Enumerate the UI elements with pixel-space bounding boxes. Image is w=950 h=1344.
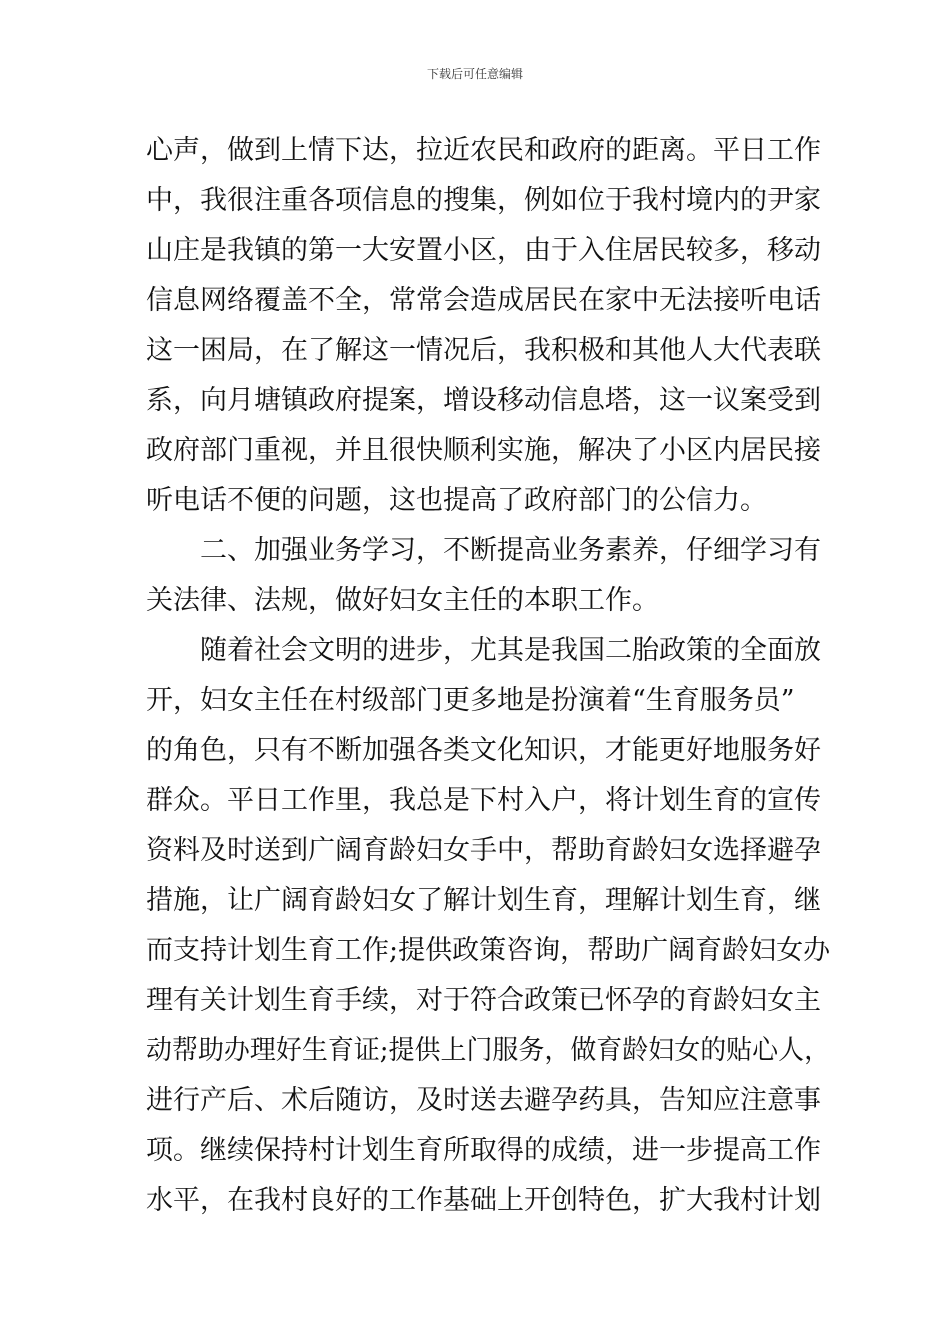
body-line [0,181,950,221]
body-line [0,481,950,521]
body-line-text: 随着社会文明的进步，尤其是我国二胎政策的全面放 [200,635,821,666]
body-line [0,281,950,321]
body-line-text: 这一困局，在了解这一情况后，我积极和其他人大代表联 [146,335,821,366]
body-line-text: 的角色，只有不断加强各类文化知识，才能更好地服务好 [146,735,821,766]
body-line-text: 措施，让广阔育龄妇女了解计划生育，理解计划生育，继 [146,885,821,916]
body-line-text: 政府部门重视，并且很快顺利实施，解决了小区内居民接 [146,435,821,466]
body-line [0,631,950,671]
body-line [0,1181,950,1221]
body-line-text: 山庄是我镇的第一大安置小区，由于入住居民较多，移动 [146,235,821,266]
body-line [0,581,950,621]
body-line [0,1031,950,1071]
body-line [0,431,950,471]
body-line-text: 心声，做到上情下达，拉近农民和政府的距离。平日工作 [146,135,821,166]
body-line [0,681,950,721]
body-line-text: 进行产后、术后随访，及时送去避孕药具，告知应注意事 [146,1085,821,1116]
body-line-text: 而支持计划生育工作;提供政策咨询，帮助广阔育龄妇女办 [146,935,831,966]
body-line-text: 项。继续保持村计划生育所取得的成绩，进一步提高工作 [146,1135,821,1166]
body-line [0,1081,950,1121]
body-line-text: 系，向月塘镇政府提案，增设移动信息塔，这一议案受到 [146,385,821,416]
body-line [0,381,950,421]
body-line-text: 信息网络覆盖不全，常常会造成居民在家中无法接听电话 [146,285,821,316]
body-line-text: 关法律、法规，做好妇女主任的本职工作。 [146,585,659,616]
body-line-text: 开，妇女主任在村级部门更多地是扮演着“生育服务员” [146,685,795,716]
body-line [0,931,950,971]
body-line-text: 动帮助办理好生育证;提供上门服务，做育龄妇女的贴心人， [146,1035,831,1066]
body-line [0,731,950,771]
body-line-text: 水平，在我村良好的工作基础上开创特色，扩大我村计划 [146,1185,821,1216]
body-line-text: 理有关计划生育手续，对于符合政策已怀孕的育龄妇女主 [146,985,821,1016]
body-line [0,831,950,871]
body-line [0,231,950,271]
body-line [0,131,950,171]
body-line [0,881,950,921]
body-line [0,1131,950,1171]
body-line-text: 中，我很注重各项信息的搜集，例如位于我村境内的尹家 [146,185,821,216]
page-header: 下载后可任意编辑 [426,67,523,81]
body-line-text: 群众。平日工作里，我总是下村入户，将计划生育的宣传 [146,785,821,816]
body-line [0,981,950,1021]
body-line [0,781,950,821]
body-line-text: 二、加强业务学习，不断提高业务素养，仔细学习有 [200,535,821,566]
body-line-text: 资料及时送到广阔育龄妇女手中，帮助育龄妇女选择避孕 [146,835,821,866]
body-line [0,331,950,371]
body-line-text: 听电话不便的问题，这也提高了政府部门的公信力。 [146,485,767,516]
body-line [0,531,950,571]
